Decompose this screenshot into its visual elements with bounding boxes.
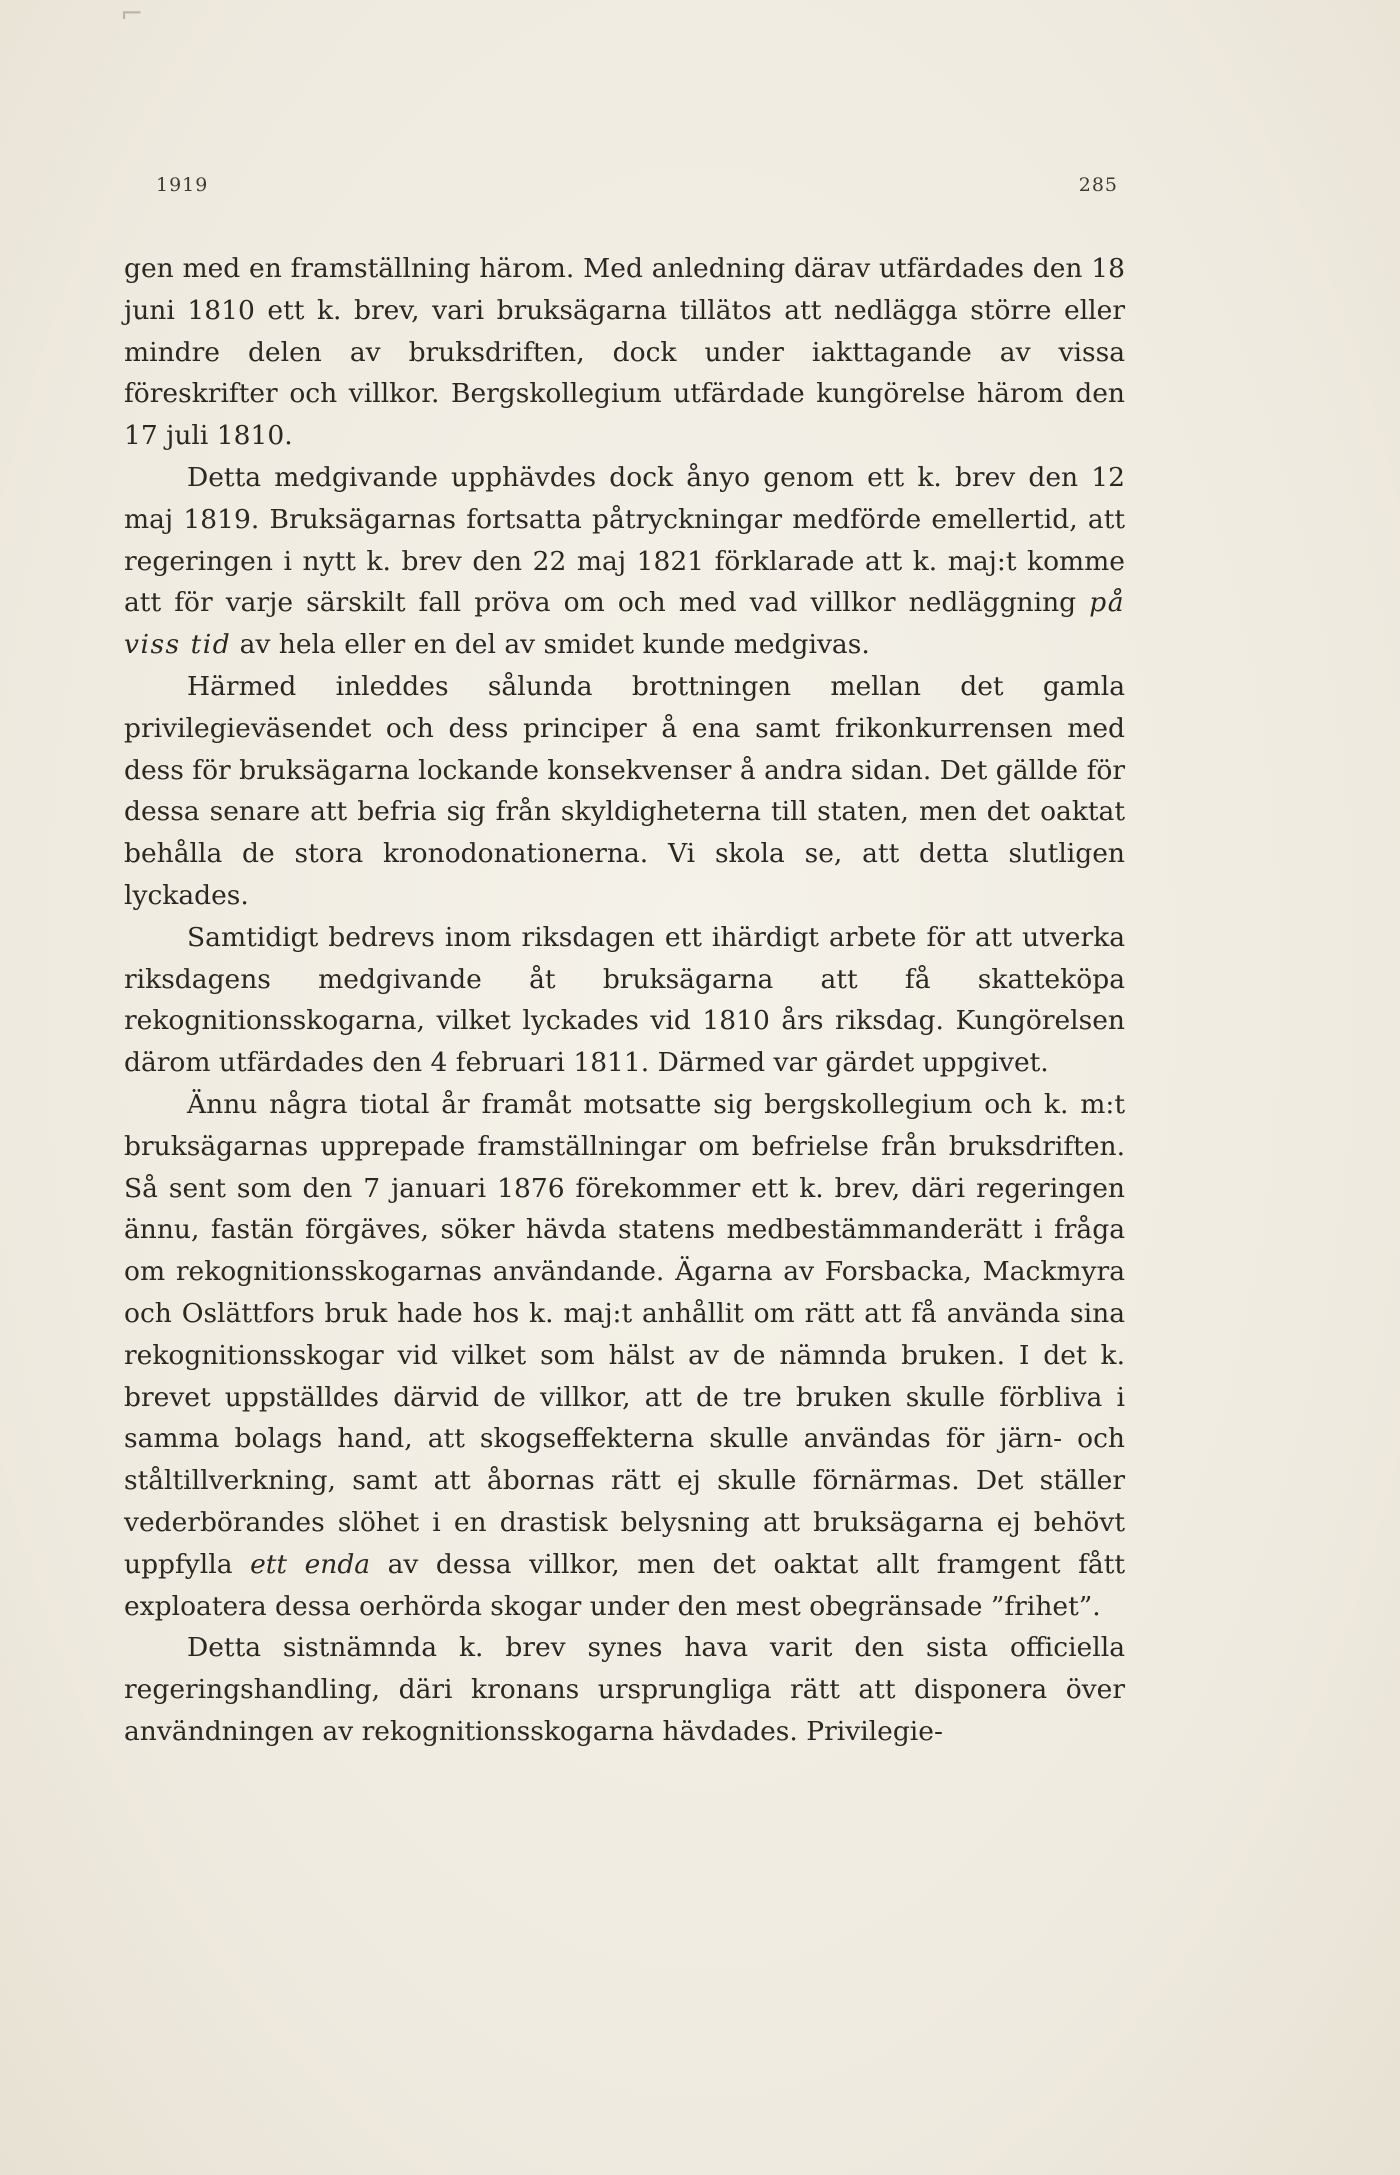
paragraph-text: Samtidigt bedrevs inom riksdagen ett ihärdigt arbete för att utverka riksdagens medgivande åt bruksägarna att få skatteköpa rekognitionsskogarna, vilket lyckades vid 1810 års riksdag. Kungörelsen därom utfärdades den 4 februari 1811. Därmed var gärdet uppgivet. — [124, 921, 1125, 1079]
paragraph-text: av dessa villkor, men det oaktat allt framgent fått exploatera dessa oerhörda skogar under den mest obegränsade ”frihet”. — [124, 1548, 1126, 1622]
emphasized-text: på viss tid — [124, 587, 1125, 661]
pencil-mark-icon: ⌐ — [120, 0, 144, 30]
header-year: 1919 — [156, 174, 209, 196]
paragraph-text: Detta sistnämnda k. brev synes hava varit den sista officiella regeringshandling, däri kronans ursprungliga rätt att disponera över användningen av rekognitionsskogarna hävdades. Privilegie- — [124, 1632, 1125, 1747]
paragraph-text: Detta medgivande upphävdes dock ånyo genom ett k. brev den 12 maj 1819. Bruksägarnas fortsatta påtryckningar medförde emellertid, att regeringen i nytt k. brev den 22 maj 1821 förklarade att k. maj:t komme att för varje särskilt fall pröva om och med vad villkor nedläggning — [124, 461, 1125, 619]
paragraph — [124, 457, 1125, 666]
paragraph-text: gen med en framställning härom. Med anledning därav utfärdades den 18 juni 1810 ett k. brev, vari bruksägarna tillätos att nedlägga större eller mindre delen av bruksdriften, dock under iakttagande av vissa föreskrifter och villkor. Bergskollegium utfärdade kungörelse härom den 17 juli 1810. — [124, 253, 1125, 452]
paragraph — [124, 917, 1125, 1084]
running-header — [148, 174, 1128, 214]
paragraph — [124, 666, 1125, 917]
paragraph-text: Härmed inleddes sålunda brottningen mellan det gamla privilegieväsendet och dess principer å ena samt frikonkurrensen med dess för bruksägarna lockande konsekvenser å andra sidan. Det gällde för dessa senare att befria sig från skyldigheterna till staten, men det oaktat behålla de stora kronodonationerna. Vi skola se, att detta slutligen lyckades. — [124, 670, 1125, 911]
body-text — [124, 248, 1125, 1753]
paragraph-text: av hela eller en del av smidet kunde medgivas. — [231, 629, 870, 661]
paragraph — [124, 1627, 1125, 1752]
page-number: 285 — [1078, 174, 1118, 196]
emphasized-text: ett enda — [250, 1548, 371, 1580]
paragraph — [124, 248, 1125, 457]
paragraph — [124, 1084, 1125, 1627]
paragraph-text: Ännu några tiotal år framåt motsatte sig bergskollegium och k. m:t bruksägarnas upprepade framställningar om befrielse från bruksdriften. Så sent som den 7 januari 1876 förekommer ett k. brev, däri regeringen ännu, fastän förgäves, söker hävda statens medbestämmanderätt i fråga om rekognitionsskogarnas användande. Ägarna av Forsbacka, Mackmyra och Oslättfors bruk hade hos k. maj:t anhållit om rätt att få använda sina rekognitionsskogar vid vilket som hälst av de nämnda bruken. I det k. brevet uppställdes därvid de villkor, att de tre bruken skulle förbliva i samma bolags hand, att skogseffekterna skulle användas för järn- och ståltillverkning, samt att åbornas rätt ej skulle förnärmas. Det ställer vederbörandes slöhet i en drastisk belysning att bruksägarna ej behövt uppfylla — [124, 1088, 1125, 1580]
